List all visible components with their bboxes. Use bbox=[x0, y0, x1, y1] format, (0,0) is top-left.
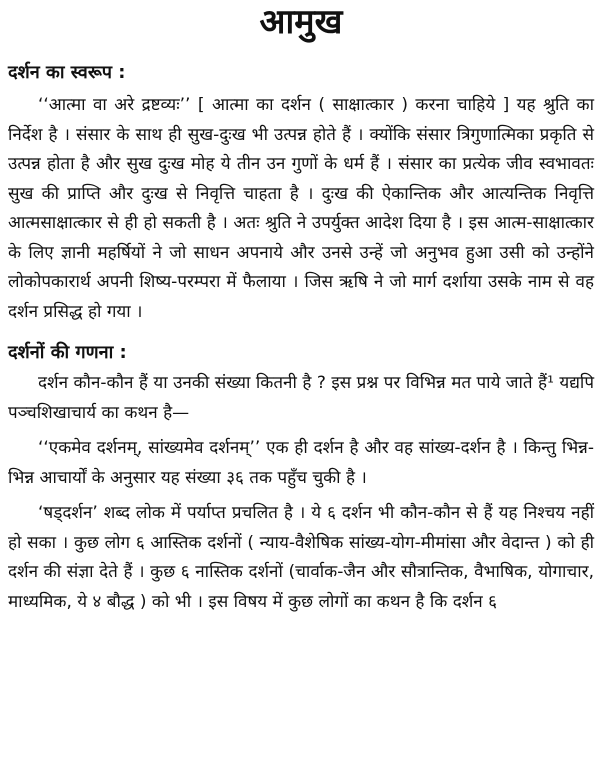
paragraph-shaddarshan: ‘षड्दर्शन’ शब्द लोक में पर्याप्त प्रचलित है । ये ६ दर्शन भी कौन-कौन से हैं यह निश्चय नहीं हो सका । कुछ लोग ६ आस्तिक दर्शनों ( न्याय-वैशेषिक सांख्य-योग-मीमांसा और वेदान्त ) को ही दर्शन की संज्ञा देते हैं । कुछ ६ नास्तिक दर्शनों (चार्वाक-जैन और सौत्रान्तिक, वैभाषिक, योगाचार, माध्यमिक, ये ४ बौद्ध ) को भी । इस विषय में कुछ लोगों का कथन है कि दर्शन ६ bbox=[8, 503, 594, 612]
paragraph-darshan-count-question: दर्शन कौन-कौन हैं या उनकी संख्या कितनी है ? इस प्रश्न पर विभिन्न मत पाये जाते हैं¹ यद्यपि पञ्चशिखाचार्य का कथन है— bbox=[8, 373, 594, 423]
paragraph-ekamev-darshanam: ‘‘एकमेव दर्शनम्, सांख्यमेव दर्शनम्’’ एक ही दर्शन है और वह सांख्य-दर्शन है । किन्तु भिन्न-भिन्न आचार्यों के अनुसार यह संख्या ३६ तक पहुँच चुकी है । bbox=[8, 438, 594, 488]
paragraph-darshan-swaroop: ‘‘आत्मा वा अरे द्रष्टव्यः’’ [ आत्मा का दर्शन ( साक्षात्कार ) करना चाहिये ] यह श्रुति का निर्देश है । संसार के साथ ही सुख-दुःख भी उत्पन्न होते हैं । क्योंकि संसार त्रिगुणात्मिका प्रकृति से उत्पन्न होता है और सुख दुःख मोह ये तीन उन गुणों के धर्म हैं । संसार का प्रत्येक जीव स्वभावतः सुख की प्राप्ति और दुःख से निवृत्ति चाहता है । दुःख की ऐकान्तिक और आत्यन्तिक निवृत्ति आत्मसाक्षात्कार से ही हो सकती है । अतः श्रुति ने उपर्युक्त आदेश दिया है । इस आत्म-साक्षात्कार के लिए ज्ञानी महर्षियों ने जो साधन अपनाये और उनसे उन्हें जो अनुभव हुआ उसी को उन्होंने लोकोपकारार्थ अपनी शिष्य-परम्परा में फैलाया । जिस ऋषि ने जो मार्ग दर्शाया उसके नाम से वह दर्शन प्रसिद्ध हो गया । bbox=[8, 95, 594, 322]
section-heading-darshan-ganana: दर्शनों की गणना : bbox=[8, 342, 127, 363]
section-heading-darshan-swaroop: दर्शन का स्वरूप : bbox=[8, 62, 126, 83]
page-title: आमुख bbox=[259, 2, 343, 42]
